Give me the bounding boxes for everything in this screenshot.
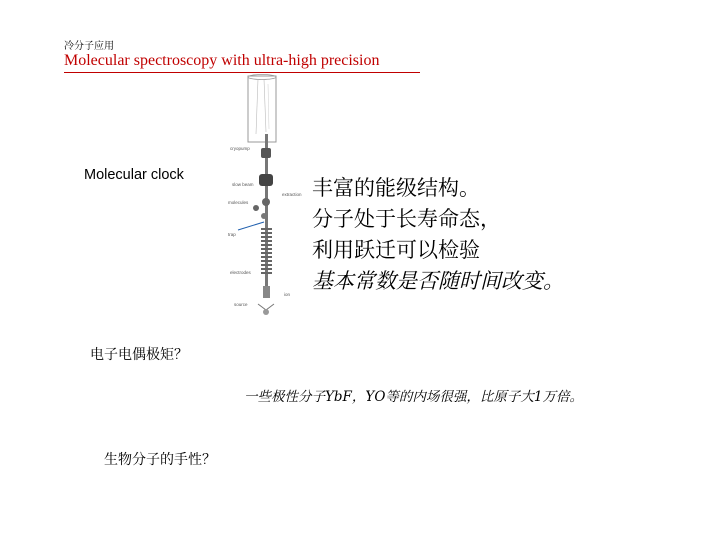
- apparatus-label: trap: [228, 232, 236, 237]
- apparatus-label: slow beam: [232, 182, 254, 187]
- apparatus-label: source: [234, 302, 248, 307]
- apparatus-label: extraction: [282, 192, 302, 197]
- bullet-block: [312, 173, 564, 297]
- apparatus-label: electrodes: [230, 270, 251, 275]
- bullet-line-2: 分子处于长寿命态，: [312, 207, 501, 231]
- ybf-note: 一些极性分子YbF，YO等的内场很强，比原子大1万倍。: [244, 389, 583, 405]
- chirality-question: 生物分子的手性？: [104, 452, 216, 468]
- apparatus-label: ion: [284, 292, 291, 297]
- edm-question: 电子电偶极矩？: [90, 347, 188, 363]
- figure-caption: Molecular clock: [84, 167, 184, 183]
- section-label: 冷分子应用: [64, 41, 114, 52]
- apparatus-label: cryopump: [230, 146, 250, 151]
- apparatus-diagram: [228, 74, 308, 320]
- title-underline: [64, 72, 420, 73]
- slide-title: Molecular spectroscopy with ultra-high precision: [64, 52, 380, 69]
- apparatus-label: molecules: [228, 200, 249, 205]
- bullet-line-3: 利用跃迁可以检验: [312, 238, 480, 262]
- bullet-line-1: 丰富的能级结构。: [312, 176, 480, 200]
- bullet-line-4: 基本常数是否随时间改变。: [312, 269, 564, 293]
